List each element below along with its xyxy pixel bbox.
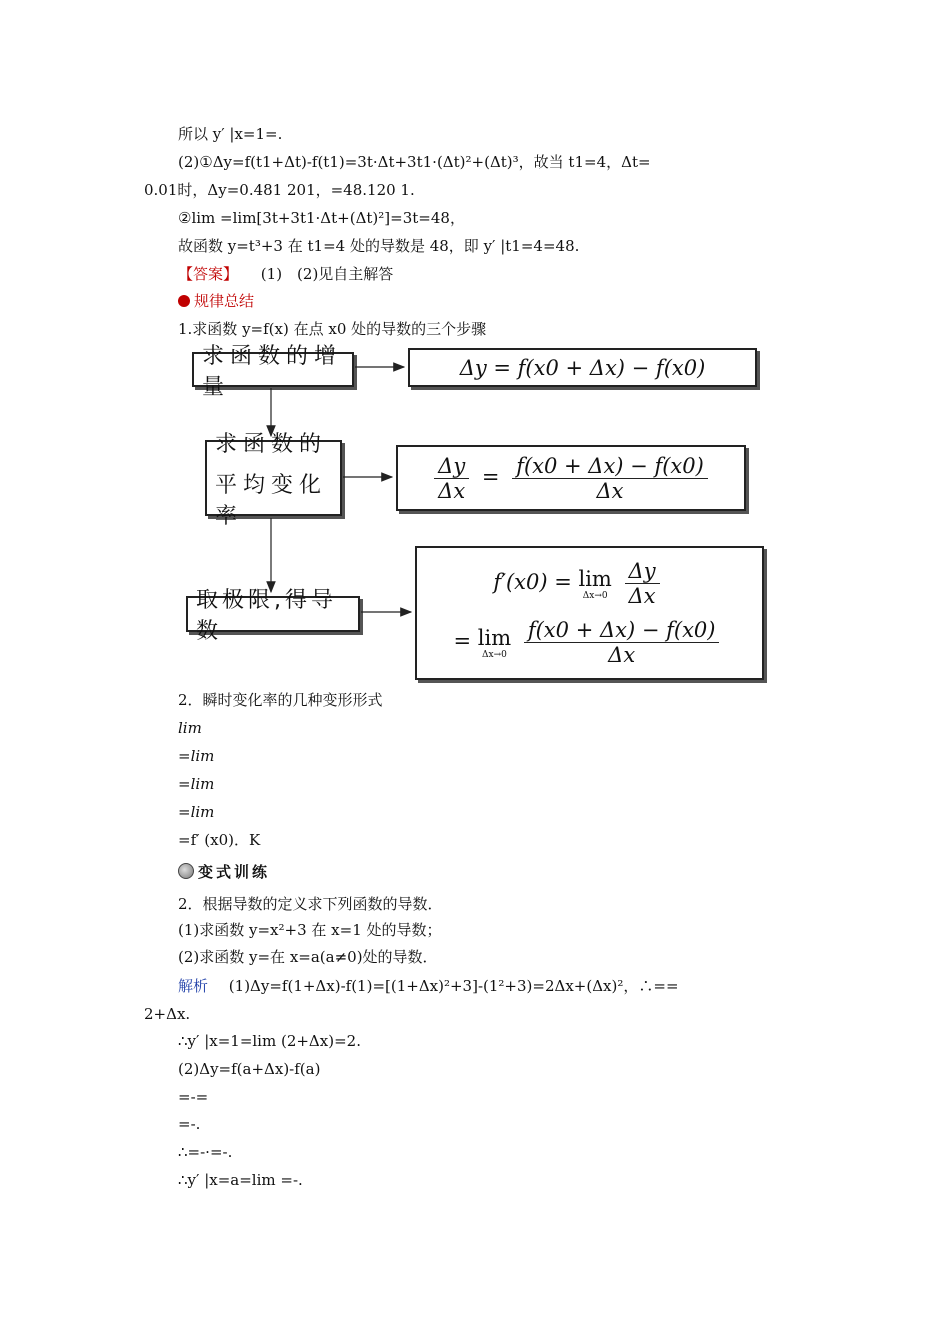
answer-text: (1) (2)见自主解答 xyxy=(260,265,394,283)
fraction-numerator: Δy xyxy=(434,454,469,479)
fraction-denominator: Δx xyxy=(628,584,656,608)
practice-title: 变式训练 xyxy=(198,863,271,881)
text-line: ②lim =lim[3t+3t1·Δt+(Δt)²]=3t=48， xyxy=(178,209,465,227)
solution-line: ∴y′ |x=a=lim =-. xyxy=(178,1171,303,1189)
fraction-numerator: f(x0 + Δx) − f(x0) xyxy=(512,454,708,479)
question-part: (2)求函数 y=在 x=a(a≠0)处的导数． xyxy=(178,948,438,966)
derivative-lhs: f′(x0) = xyxy=(493,570,579,594)
lim-line: =lim xyxy=(178,747,215,765)
text-line: (2)①Δy=f(t1+Δt)-f(t1)=3t·Δt+3t1·(Δt)²+(Δt)³，故当 t1=4，Δt= xyxy=(178,153,651,171)
text-line: 所以 y′ |x=1=. xyxy=(178,125,283,143)
rule-summary-title: 规律总结 xyxy=(194,292,255,310)
lim-symbol: lim xyxy=(578,566,612,591)
equals-sign: = xyxy=(453,629,472,653)
fraction-denominator: Δx xyxy=(596,478,624,503)
fraction-denominator: Δx xyxy=(438,478,466,503)
fraction-denominator: Δx xyxy=(608,643,636,667)
lim-line: =lim xyxy=(178,803,215,821)
steps-title: 1.求函数 y=f(x) 在点 x0 处的导数的三个步骤 xyxy=(178,320,487,338)
lim-subscript: Δx→0 xyxy=(582,590,608,601)
equals-sign: = xyxy=(481,464,500,489)
question-part: (1)求函数 y=x²+3 在 x=1 处的导数； xyxy=(178,921,442,939)
practice-badge-icon xyxy=(178,863,194,879)
fraction-numerator: Δy xyxy=(625,559,660,584)
solution-line xyxy=(178,976,679,996)
solution-label: 解析 xyxy=(178,977,209,995)
practice-heading xyxy=(178,862,270,882)
step-label: 平均变化率 xyxy=(215,472,328,529)
section-title: 2．瞬时变化率的几种变形形式 xyxy=(178,691,383,709)
solution-line: ∴=-·=-. xyxy=(178,1143,233,1161)
lim-subscript: Δx→0 xyxy=(482,649,507,660)
solution-text: (1)Δy=f(1+Δx)-f(1)=[(1+Δx)²+3]-(1²+3)=2Δx+(Δx)²，∴== xyxy=(228,977,679,995)
lim-line: =lim xyxy=(178,775,215,793)
answer-label: 【答案】 xyxy=(178,265,239,283)
solution-line: ∴y′ |x=1=lim (2+Δx)=2. xyxy=(178,1032,361,1050)
step-label: 取极限,得导数 xyxy=(196,588,337,644)
solution-line: 2+Δx. xyxy=(144,1005,191,1023)
text-line: 0.01时，Δy=0.481 201，=48.120 1. xyxy=(144,181,415,199)
text-line: 故函数 y=t³+3 在 t1=4 处的导数是 48，即 y′ |t1=4=48. xyxy=(178,237,580,255)
formula-increment: Δy = f(x0 + Δx) − f(x0) xyxy=(459,355,706,380)
solution-line: =-= xyxy=(178,1088,209,1106)
question: 2．根据导数的定义求下列函数的导数． xyxy=(178,895,443,913)
lim-line: lim xyxy=(178,719,202,737)
step-label: 求函数的 xyxy=(215,431,328,457)
lim-symbol: lim xyxy=(477,625,512,650)
solution-line: (2)Δy=f(a+Δx)-f(a) xyxy=(178,1060,321,1078)
lim-line: =f′ (x0)．K xyxy=(178,831,261,849)
step-label: 求函数的增量 xyxy=(202,343,343,400)
solution-line: =-. xyxy=(178,1115,201,1133)
fraction-numerator: f(x0 + Δx) − f(x0) xyxy=(524,618,720,643)
